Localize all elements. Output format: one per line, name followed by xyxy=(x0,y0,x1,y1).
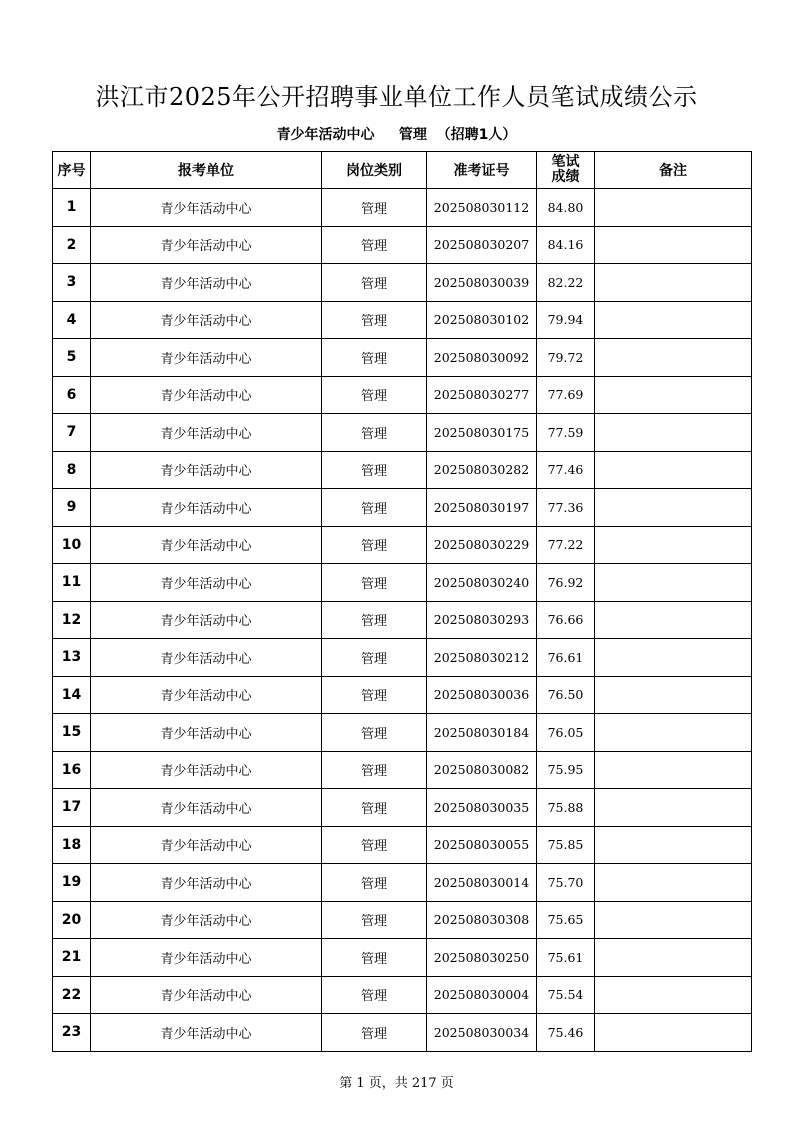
cell-remark xyxy=(595,1014,752,1052)
cell-unit: 青少年活动中心 xyxy=(91,451,322,489)
table-row xyxy=(53,339,752,377)
cell-unit: 青少年活动中心 xyxy=(91,901,322,939)
cell-seq: 21 xyxy=(53,939,91,977)
cell-seq: 13 xyxy=(53,639,91,677)
cell-category: 管理 xyxy=(322,751,427,789)
table-header xyxy=(53,152,752,189)
cell-unit: 青少年活动中心 xyxy=(91,376,322,414)
table-row xyxy=(53,451,752,489)
cell-remark xyxy=(595,339,752,377)
cell-seq: 20 xyxy=(53,901,91,939)
cell-category: 管理 xyxy=(322,489,427,527)
table-row xyxy=(53,564,752,602)
cell-score: 84.16 xyxy=(537,226,595,264)
cell-category: 管理 xyxy=(322,264,427,302)
table-row xyxy=(53,226,752,264)
cell-remark xyxy=(595,564,752,602)
cell-remark xyxy=(595,676,752,714)
cell-unit: 青少年活动中心 xyxy=(91,714,322,752)
cell-remark xyxy=(595,301,752,339)
table-row xyxy=(53,864,752,902)
cell-exam-no: 202508030014 xyxy=(427,864,537,902)
cell-score: 76.66 xyxy=(537,601,595,639)
cell-seq: 4 xyxy=(53,301,91,339)
table-row xyxy=(53,939,752,977)
cell-exam-no: 202508030034 xyxy=(427,1014,537,1052)
cell-exam-no: 202508030039 xyxy=(427,264,537,302)
cell-category: 管理 xyxy=(322,451,427,489)
cell-score: 79.72 xyxy=(537,339,595,377)
cell-category: 管理 xyxy=(322,526,427,564)
header-remark: 备注 xyxy=(595,152,752,189)
table-row xyxy=(53,526,752,564)
table-row xyxy=(53,751,752,789)
cell-remark xyxy=(595,226,752,264)
header-category: 岗位类别 xyxy=(322,152,427,189)
cell-category: 管理 xyxy=(322,376,427,414)
cell-remark xyxy=(595,601,752,639)
cell-score: 76.92 xyxy=(537,564,595,602)
cell-exam-no: 202508030250 xyxy=(427,939,537,977)
cell-category: 管理 xyxy=(322,226,427,264)
cell-unit: 青少年活动中心 xyxy=(91,301,322,339)
cell-seq: 22 xyxy=(53,976,91,1014)
cell-category: 管理 xyxy=(322,564,427,602)
cell-remark xyxy=(595,376,752,414)
cell-unit: 青少年活动中心 xyxy=(91,414,322,452)
cell-seq: 5 xyxy=(53,339,91,377)
table-subtitle: 青少年活动中心 管理 （招聘1人） xyxy=(276,127,517,143)
cell-remark xyxy=(595,901,752,939)
cell-score: 75.70 xyxy=(537,864,595,902)
table-body xyxy=(53,189,752,1052)
cell-unit: 青少年活动中心 xyxy=(91,489,322,527)
cell-unit: 青少年活动中心 xyxy=(91,639,322,677)
cell-seq: 17 xyxy=(53,789,91,827)
header-seq: 序号 xyxy=(53,152,91,189)
page-footer: 第 1 页，共 217 页 xyxy=(339,1076,454,1091)
table-row xyxy=(53,976,752,1014)
cell-score: 77.46 xyxy=(537,451,595,489)
cell-score: 76.61 xyxy=(537,639,595,677)
cell-unit: 青少年活动中心 xyxy=(91,189,322,227)
cell-category: 管理 xyxy=(322,976,427,1014)
cell-unit: 青少年活动中心 xyxy=(91,751,322,789)
cell-category: 管理 xyxy=(322,714,427,752)
table-row xyxy=(53,189,752,227)
table-row xyxy=(53,676,752,714)
cell-score: 77.59 xyxy=(537,414,595,452)
table-row xyxy=(53,376,752,414)
table-row xyxy=(53,789,752,827)
cell-category: 管理 xyxy=(322,864,427,902)
cell-remark xyxy=(595,489,752,527)
cell-remark xyxy=(595,189,752,227)
cell-score: 75.46 xyxy=(537,1014,595,1052)
cell-remark xyxy=(595,976,752,1014)
cell-seq: 11 xyxy=(53,564,91,602)
cell-seq: 15 xyxy=(53,714,91,752)
cell-score: 75.54 xyxy=(537,976,595,1014)
cell-unit: 青少年活动中心 xyxy=(91,976,322,1014)
cell-exam-no: 202508030308 xyxy=(427,901,537,939)
table-row xyxy=(53,826,752,864)
cell-seq: 3 xyxy=(53,264,91,302)
cell-exam-no: 202508030036 xyxy=(427,676,537,714)
header-row xyxy=(53,152,752,189)
cell-unit: 青少年活动中心 xyxy=(91,939,322,977)
table-row xyxy=(53,414,752,452)
cell-seq: 18 xyxy=(53,826,91,864)
cell-seq: 16 xyxy=(53,751,91,789)
cell-score: 75.88 xyxy=(537,789,595,827)
cell-seq: 23 xyxy=(53,1014,91,1052)
cell-remark xyxy=(595,789,752,827)
cell-seq: 1 xyxy=(53,189,91,227)
cell-unit: 青少年活动中心 xyxy=(91,601,322,639)
cell-exam-no: 202508030229 xyxy=(427,526,537,564)
header-score xyxy=(537,152,595,189)
cell-remark xyxy=(595,939,752,977)
cell-exam-no: 202508030112 xyxy=(427,189,537,227)
header-score-line2: 成绩 xyxy=(551,169,580,185)
table-row xyxy=(53,714,752,752)
cell-category: 管理 xyxy=(322,826,427,864)
cell-seq: 9 xyxy=(53,489,91,527)
cell-unit: 青少年活动中心 xyxy=(91,864,322,902)
header-exam-no: 准考证号 xyxy=(427,152,537,189)
cell-seq: 19 xyxy=(53,864,91,902)
cell-exam-no: 202508030277 xyxy=(427,376,537,414)
cell-remark xyxy=(595,826,752,864)
cell-remark xyxy=(595,864,752,902)
cell-score: 77.69 xyxy=(537,376,595,414)
cell-remark xyxy=(595,264,752,302)
cell-exam-no: 202508030184 xyxy=(427,714,537,752)
cell-score: 75.65 xyxy=(537,901,595,939)
cell-unit: 青少年活动中心 xyxy=(91,1014,322,1052)
cell-unit: 青少年活动中心 xyxy=(91,789,322,827)
cell-remark xyxy=(595,451,752,489)
cell-score: 75.95 xyxy=(537,751,595,789)
cell-category: 管理 xyxy=(322,789,427,827)
cell-unit: 青少年活动中心 xyxy=(91,226,322,264)
cell-remark xyxy=(595,526,752,564)
score-table xyxy=(52,151,752,1052)
cell-score: 79.94 xyxy=(537,301,595,339)
cell-exam-no: 202508030035 xyxy=(427,789,537,827)
cell-remark xyxy=(595,714,752,752)
cell-unit: 青少年活动中心 xyxy=(91,676,322,714)
cell-seq: 14 xyxy=(53,676,91,714)
cell-exam-no: 202508030282 xyxy=(427,451,537,489)
cell-exam-no: 202508030197 xyxy=(427,489,537,527)
cell-score: 77.22 xyxy=(537,526,595,564)
cell-exam-no: 202508030175 xyxy=(427,414,537,452)
cell-score: 75.85 xyxy=(537,826,595,864)
cell-exam-no: 202508030082 xyxy=(427,751,537,789)
page-title: 洪江市2025年公开招聘事业单位工作人员笔试成绩公示 xyxy=(95,83,698,111)
cell-exam-no: 202508030102 xyxy=(427,301,537,339)
cell-exam-no: 202508030212 xyxy=(427,639,537,677)
header-score-line1: 笔试 xyxy=(551,154,580,170)
cell-seq: 10 xyxy=(53,526,91,564)
cell-remark xyxy=(595,751,752,789)
cell-category: 管理 xyxy=(322,301,427,339)
cell-remark xyxy=(595,414,752,452)
cell-score: 76.05 xyxy=(537,714,595,752)
cell-seq: 7 xyxy=(53,414,91,452)
cell-remark xyxy=(595,639,752,677)
cell-seq: 12 xyxy=(53,601,91,639)
cell-seq: 8 xyxy=(53,451,91,489)
cell-score: 77.36 xyxy=(537,489,595,527)
cell-unit: 青少年活动中心 xyxy=(91,564,322,602)
cell-exam-no: 202508030293 xyxy=(427,601,537,639)
cell-seq: 2 xyxy=(53,226,91,264)
cell-score: 82.22 xyxy=(537,264,595,302)
table-row xyxy=(53,601,752,639)
cell-category: 管理 xyxy=(322,939,427,977)
cell-category: 管理 xyxy=(322,339,427,377)
cell-exam-no: 202508030240 xyxy=(427,564,537,602)
cell-score: 76.50 xyxy=(537,676,595,714)
cell-exam-no: 202508030004 xyxy=(427,976,537,1014)
table-row xyxy=(53,639,752,677)
cell-seq: 6 xyxy=(53,376,91,414)
cell-category: 管理 xyxy=(322,601,427,639)
cell-unit: 青少年活动中心 xyxy=(91,339,322,377)
cell-exam-no: 202508030092 xyxy=(427,339,537,377)
cell-unit: 青少年活动中心 xyxy=(91,526,322,564)
table-row xyxy=(53,489,752,527)
cell-category: 管理 xyxy=(322,414,427,452)
cell-category: 管理 xyxy=(322,676,427,714)
cell-score: 75.61 xyxy=(537,939,595,977)
cell-category: 管理 xyxy=(322,639,427,677)
cell-exam-no: 202508030207 xyxy=(427,226,537,264)
cell-score: 84.80 xyxy=(537,189,595,227)
table-row xyxy=(53,264,752,302)
cell-exam-no: 202508030055 xyxy=(427,826,537,864)
table-row xyxy=(53,1014,752,1052)
header-unit: 报考单位 xyxy=(91,152,322,189)
cell-category: 管理 xyxy=(322,901,427,939)
cell-unit: 青少年活动中心 xyxy=(91,826,322,864)
table-row xyxy=(53,901,752,939)
cell-category: 管理 xyxy=(322,1014,427,1052)
cell-category: 管理 xyxy=(322,189,427,227)
table-row xyxy=(53,301,752,339)
cell-unit: 青少年活动中心 xyxy=(91,264,322,302)
